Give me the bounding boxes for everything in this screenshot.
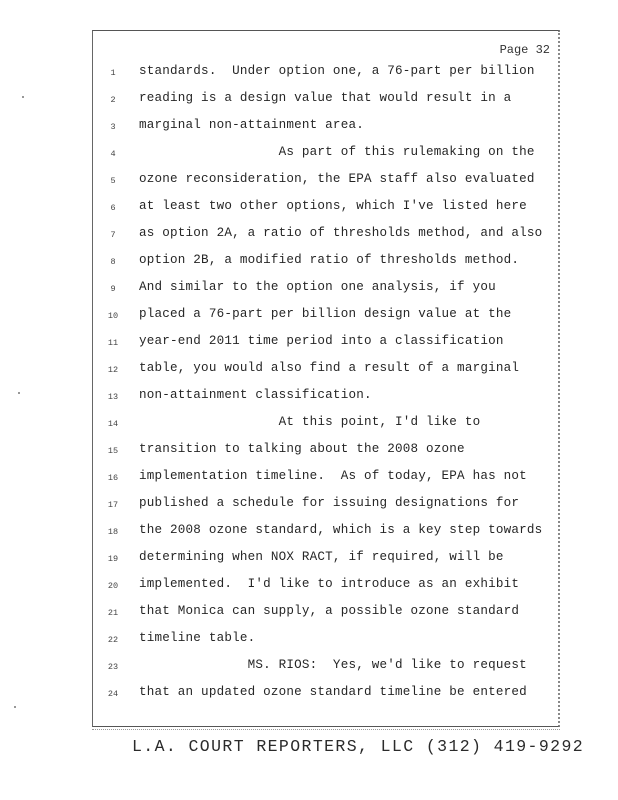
line-number: 15 <box>107 446 119 456</box>
transcript-line <box>93 550 558 577</box>
line-number: 14 <box>107 419 119 429</box>
transcript-line <box>93 199 558 226</box>
line-text: that Monica can supply, a possible ozone standard <box>139 604 520 618</box>
line-text: standards. Under option one, a 76-part per billion <box>139 64 535 78</box>
line-number: 20 <box>107 581 119 591</box>
line-text: implemented. I'd like to introduce as an exhibit <box>139 577 520 591</box>
line-text: implementation timeline. As of today, EPA has not <box>139 469 527 483</box>
line-number: 2 <box>110 95 116 105</box>
line-text: ozone reconsideration, the EPA staff also evaluated <box>139 172 535 186</box>
transcript-line <box>93 280 558 307</box>
scan-speck <box>22 96 24 98</box>
line-number: 22 <box>107 635 119 645</box>
line-number: 12 <box>107 365 119 375</box>
scan-speck <box>14 706 16 708</box>
line-text: transition to talking about the 2008 ozone <box>139 442 465 456</box>
transcript-line <box>93 226 558 253</box>
line-text: the 2008 ozone standard, which is a key step towards <box>139 523 543 537</box>
transcript-line <box>93 334 558 361</box>
line-text: non-attainment classification. <box>139 388 372 402</box>
line-number: 9 <box>110 284 116 294</box>
line-number: 8 <box>110 257 116 267</box>
transcript-line <box>93 685 558 712</box>
line-number: 21 <box>107 608 119 618</box>
line-number: 6 <box>110 203 116 213</box>
line-text: year-end 2011 time period into a classification <box>139 334 504 348</box>
transcript-line <box>93 172 558 199</box>
line-text: At this point, I'd like to <box>139 415 481 429</box>
line-number: 11 <box>107 338 119 348</box>
transcript-line <box>93 118 558 145</box>
line-text: table, you would also find a result of a marginal <box>139 361 520 375</box>
transcript-line <box>93 307 558 334</box>
line-text: As part of this rulemaking on the <box>139 145 535 159</box>
transcript-line <box>93 469 558 496</box>
transcript-line <box>93 415 558 442</box>
line-number: 16 <box>107 473 119 483</box>
line-number: 3 <box>110 122 116 132</box>
transcript-line <box>93 523 558 550</box>
line-text: as option 2A, a ratio of thresholds method, and also <box>139 226 543 240</box>
transcript-line <box>93 91 558 118</box>
transcript-line <box>93 442 558 469</box>
line-number: 10 <box>107 311 119 321</box>
line-text: marginal non-attainment area. <box>139 118 364 132</box>
scan-speck <box>18 392 20 394</box>
page-number: Page 32 <box>499 43 550 57</box>
transcript-line <box>93 577 558 604</box>
line-number: 5 <box>110 176 116 186</box>
footer-divider <box>92 729 560 730</box>
line-text: reading is a design value that would result in a <box>139 91 512 105</box>
footer-reporter: L.A. COURT REPORTERS, LLC (312) 419-9292 <box>132 737 585 756</box>
line-text: And similar to the option one analysis, if you <box>139 280 496 294</box>
transcript-line <box>93 658 558 685</box>
transcript-line <box>93 64 558 91</box>
transcript-page <box>92 30 560 727</box>
line-number: 23 <box>107 662 119 672</box>
line-number: 7 <box>110 230 116 240</box>
transcript-line <box>93 631 558 658</box>
line-text: that an updated ozone standard timeline be entered <box>139 685 527 699</box>
transcript-line <box>93 361 558 388</box>
line-text: timeline table. <box>139 631 256 645</box>
transcript-line <box>93 145 558 172</box>
line-number: 13 <box>107 392 119 402</box>
line-number: 18 <box>107 527 119 537</box>
line-number: 17 <box>107 500 119 510</box>
transcript-line <box>93 388 558 415</box>
transcript-line <box>93 604 558 631</box>
line-text: option 2B, a modified ratio of thresholds method. <box>139 253 520 267</box>
line-text: determining when NOX RACT, if required, will be <box>139 550 504 564</box>
transcript-line <box>93 253 558 280</box>
line-number: 19 <box>107 554 119 564</box>
transcript-line <box>93 496 558 523</box>
line-number: 4 <box>110 149 116 159</box>
line-number: 1 <box>110 68 116 78</box>
line-text: placed a 76-part per billion design value at the <box>139 307 512 321</box>
line-text: at least two other options, which I've listed here <box>139 199 527 213</box>
line-text: published a schedule for issuing designations for <box>139 496 520 510</box>
line-text: MS. RIOS: Yes, we'd like to request <box>139 658 527 672</box>
line-number: 24 <box>107 689 119 699</box>
